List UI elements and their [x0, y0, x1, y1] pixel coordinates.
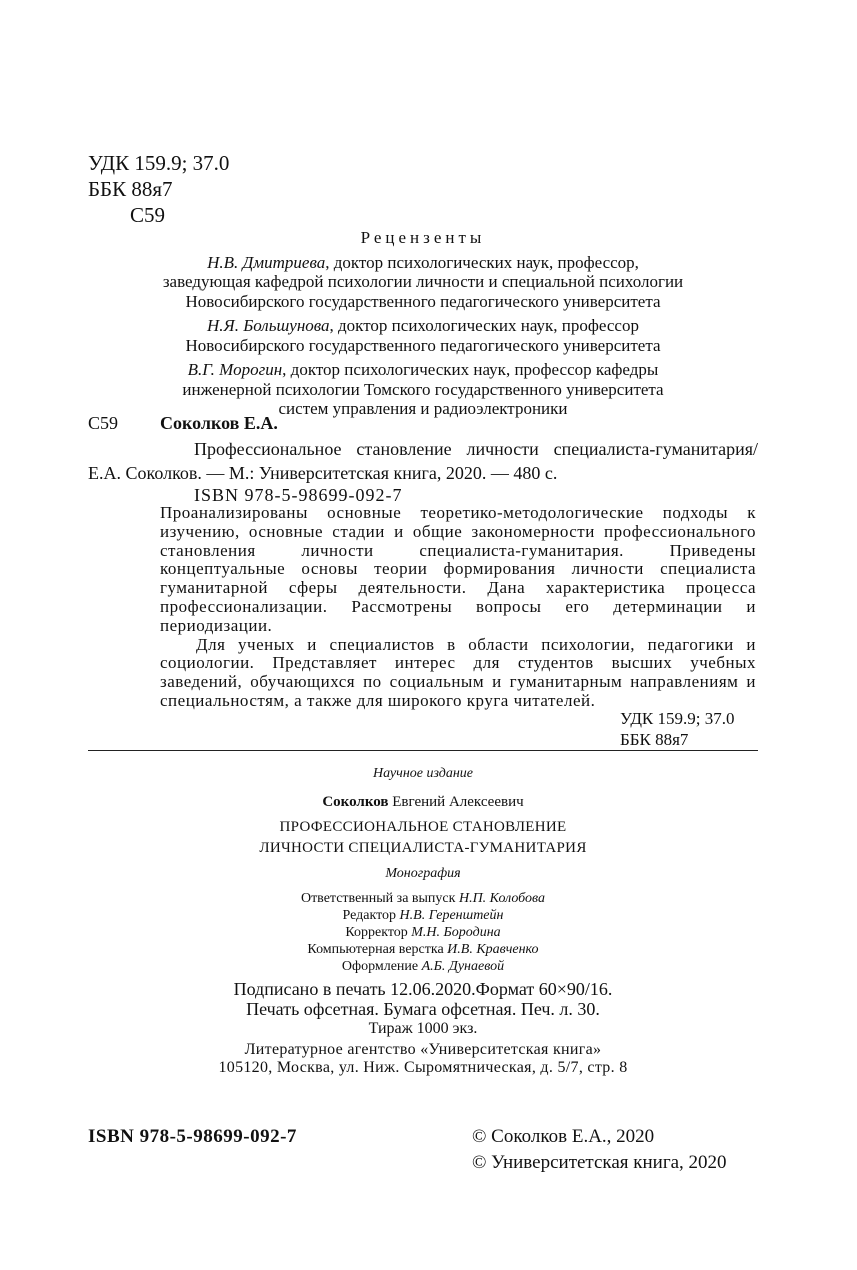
staff-role: Оформление: [341, 959, 422, 974]
staff-name: Н.П. Колобова: [458, 891, 546, 906]
divider: [88, 750, 758, 751]
reviewer-credentials: , доктор психологических наук, профессор,: [325, 252, 639, 272]
classification-right: [620, 708, 734, 750]
staff-role: Редактор: [342, 908, 400, 923]
imprint-author: [88, 794, 758, 811]
staff-list: [88, 890, 758, 975]
author-given-names: Евгений Алексеевич: [388, 794, 524, 810]
entry-description: Профессиональное становление личности специалиста-гуманитария/ Е.А. Соколков. — М.: Университетская книга, 2020. — 480 с.: [88, 439, 758, 483]
author-mark: С59: [130, 203, 166, 227]
staff-role: Компьютерная верстка: [307, 942, 448, 957]
genre: [88, 865, 758, 882]
reviewer-name: Н.В. Дмитриева: [207, 252, 326, 272]
udk-code: УДК 159.9; 37.0: [620, 709, 735, 728]
print-signed: Подписано в печать 12.06.2020.Формат 60×90/16.: [233, 979, 613, 999]
reviewers-title: Рецензенты: [360, 228, 486, 247]
entry-code: С59: [88, 413, 119, 433]
reviewer-position: инженерной психологии Томского государственного университета: [182, 379, 664, 399]
staff-name: И.В. Кравченко: [447, 942, 539, 957]
copyright-publisher: © Университетская книга, 2020: [472, 1152, 727, 1173]
staff-name: М.Н. Бородина: [411, 925, 501, 940]
staff-name: А.Б. Дунаевой: [421, 959, 505, 974]
reviewer-2: [88, 316, 758, 355]
footer-isbn: ISBN 978-5-98699-092-7: [88, 1126, 297, 1147]
staff-role: Ответственный за выпуск: [300, 891, 459, 906]
entry-author: Соколков Е.А.: [160, 413, 278, 433]
reviewer-institution: Новосибирского государственного педагогического университета: [185, 335, 661, 355]
staff-line: [88, 907, 758, 924]
staff-line: [88, 924, 758, 941]
copyright-author: © Соколков Е.А., 2020: [472, 1126, 655, 1147]
reviewer-1: [88, 253, 758, 312]
genre-text: Монография: [385, 866, 461, 881]
staff-role: Корректор: [345, 925, 412, 940]
book-title-line-2: ЛИЧНОСТИ СПЕЦИАЛИСТА-ГУМАНИТАРИЯ: [259, 840, 587, 856]
author-surname: Соколков: [322, 794, 389, 810]
bbk-code: ББК 88я7: [620, 730, 689, 749]
annotation-paragraph: Проанализированы основные теоретико-методологические подходы к изучению, основные стадии и общие закономерности профессионального становления личности специалиста-гуманитария. Приведены концептуальные основы теории формирования личности специалиста гуманитарной сферы деятельности. Дана характеристика процесса профессионализации. Рассмотрены вопросы его детерминации и периодизации.: [160, 503, 756, 635]
reviewer-name: В.Г. Морогин: [187, 360, 283, 379]
publisher-info: [88, 1041, 758, 1077]
print-paper: Печать офсетная. Бумага офсетная. Печ. л. 30.: [246, 998, 600, 1019]
reviewer-institution: Новосибирского государственного педагогического университета: [185, 291, 661, 311]
annotation-paragraph: Для ученых и специалистов в области психологии, педагогики и социологии. Представляет интерес для студентов высших учебных заведений, обучающихся по социальным и гуманитарным направлениям и специальностям, а также для широкого круга читателей.: [160, 634, 756, 710]
reviewer-name: Н.Я. Большунова: [207, 316, 330, 335]
reviewer-3: [88, 360, 758, 419]
edition-type: [88, 765, 758, 782]
staff-line: [88, 958, 758, 975]
udk-code: УДК 159.9; 37.0: [88, 151, 230, 175]
classification-header: [88, 150, 229, 228]
annotation: [160, 504, 756, 711]
copyright-block: [472, 1124, 727, 1176]
reviewer-credentials: , доктор психологических наук, профессор: [329, 316, 639, 335]
print-run: Тираж 1000 экз.: [368, 1020, 478, 1037]
reviewer-credentials: , доктор психологических наук, профессор кафедры: [282, 360, 659, 379]
reviewer-position: заведующая кафедрой психологии личности и специальной психологии: [162, 272, 684, 291]
publisher-address: 105120, Москва, ул. Ниж. Сыромятническая, д. 5/7, стр. 8: [218, 1059, 628, 1076]
staff-line: [88, 890, 758, 907]
edition-type-text: Научное издание: [373, 766, 473, 781]
entry-isbn: ISBN 978-5-98699-092-7: [194, 485, 403, 505]
bbk-code: ББК 88я7: [88, 177, 173, 201]
book-title-line-1: ПРОФЕССИОНАЛЬНОЕ СТАНОВЛЕНИЕ: [279, 819, 567, 835]
publisher-name: Литературное агентство «Университетская книга»: [244, 1041, 602, 1058]
staff-line: [88, 941, 758, 958]
staff-name: Н.В. Геренштейн: [399, 908, 504, 923]
print-details: [88, 980, 758, 1039]
reviewers-section: [88, 228, 758, 419]
reviewer-institution: систем управления и радиоэлектроники: [278, 399, 568, 418]
